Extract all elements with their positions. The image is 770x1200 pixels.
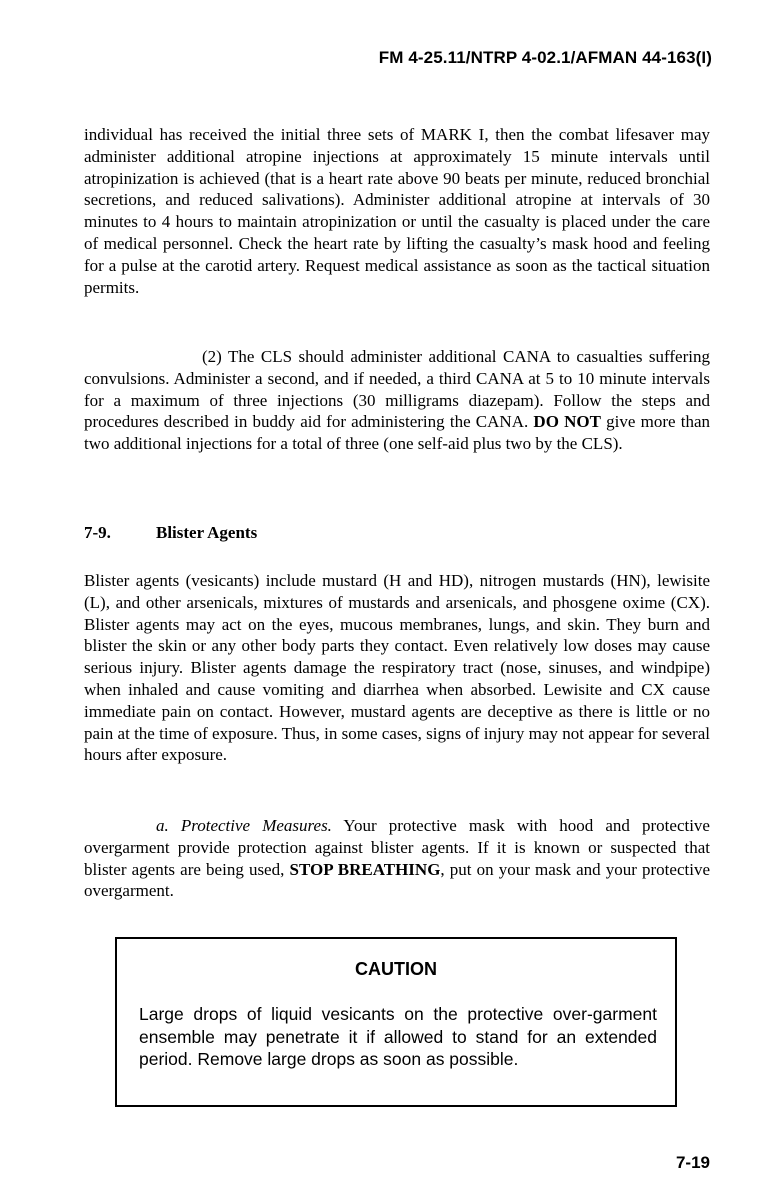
paragraph-text: Your protective mask with hood and protective overgarment provide protection against blister agents. If it is known or suspected that blister agents are being used, xyxy=(84,816,710,879)
emphasis-do-not: DO NOT xyxy=(533,412,601,432)
paragraph-blister-agents xyxy=(84,570,710,766)
paragraph-continued xyxy=(84,124,710,298)
section-heading xyxy=(84,523,257,543)
paragraph-text-end: , put on your mask and your protective overgarment. xyxy=(84,859,710,901)
page-number: 7-19 xyxy=(675,1153,710,1172)
running-header: FM 4-25.11/NTRP 4-02.1/AFMAN 44-163(I) xyxy=(378,48,712,67)
paragraph-protective-measures xyxy=(84,815,710,902)
paragraph-text-end: give more than two additional injections for a total of three (one self-aid plus two by the CLS). xyxy=(84,412,710,454)
caution-box xyxy=(115,937,677,1107)
paragraph-text: individual has received the initial three sets of MARK I, then the combat lifesaver may administer additional atropine injections at approximately 15 minute intervals until atropinization is achieved (that is a heart rate above 90 beats per minute, reduced bronchial secretions, and reduced salivations). Administer additional atropine at intervals of 30 minutes to 4 hours to maintain atropinization or until the casualty is placed under the care of medical personnel. Check the heart rate by lifting the casualty’s mask hood and feeling for a pulse at the carotid artery. Request medical assistance as soon as the tactical situation permits. xyxy=(84,125,710,297)
section-title: Blister Agents xyxy=(156,523,258,542)
paragraph-text: (2) The CLS should administer additional CANA to casualties suffering convulsions. Administer a second, and if needed, a third CANA at 5 to 10 minute intervals for a maximum of three injections (30 milligrams diazepam). Follow the steps and procedures described in buddy aid for administering the CANA. xyxy=(84,347,710,432)
caution-text: Large drops of liquid vesicants on the protective over-garment ensemble may penetrate it if allowed to stand for an extended period. Remove large drops as soon as possible. xyxy=(139,1004,657,1069)
section-number: 7-9. xyxy=(84,523,111,542)
paragraph-text: Blister agents (vesicants) include mustard (H and HD), nitrogen mustards (HN), lewisite (L), and other arsenicals, mixtures of mustards and arsenicals, and phosgene oxime (CX). Blister agents may act on the eyes, mucous membranes, lungs, and skin. They burn and blister the skin or any other body parts they contact. Even relatively low doses may cause serious injury. Blister agents damage the respiratory tract (nose, sinuses, and windpipe) when inhaled and cause vomiting and diarrhea when absorbed. Lewisite and CX cause immediate pain on contact. However, mustard agents are deceptive as there is little or no pain at the time of exposure. Thus, in some cases, signs of injury may not appear for several hours after exposure. xyxy=(84,571,710,765)
emphasis-stop-breathing: STOP BREATHING xyxy=(289,859,441,879)
subsection-label: a. Protective Measures. xyxy=(156,816,332,835)
paragraph-cls-convulsions xyxy=(84,346,710,455)
caution-title: CAUTION xyxy=(355,959,437,979)
